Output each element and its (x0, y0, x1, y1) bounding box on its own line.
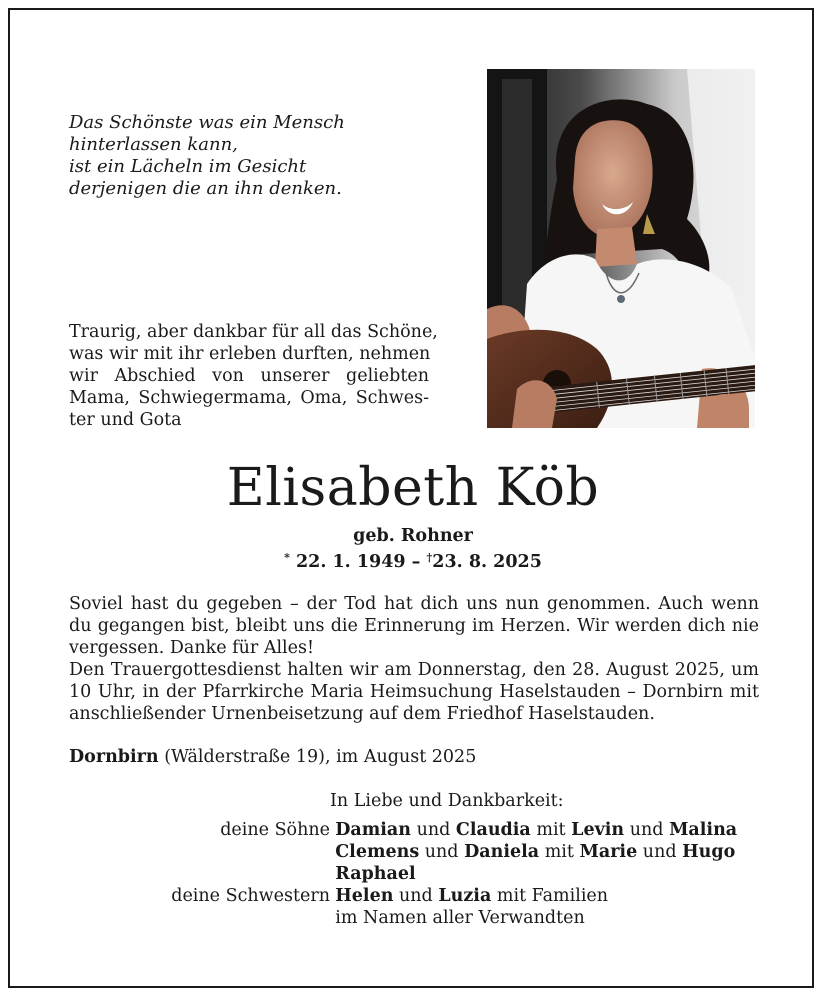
conjunction: mit (544, 842, 574, 862)
date-separator: – (411, 552, 421, 572)
intro-line: Traurig, aber dankbar für all das Schöne, (69, 322, 438, 342)
sisters-row (69, 885, 769, 907)
sons-row-3 (69, 863, 769, 885)
name-raphael: Raphael (335, 864, 416, 884)
conjunction: mit (536, 820, 566, 840)
conjunction: und (399, 886, 433, 906)
birth-symbol: * (284, 551, 290, 564)
name-damian: Damian (335, 820, 411, 840)
name-hugo: Hugo (682, 842, 736, 862)
with-families: mit Familien (496, 886, 609, 906)
memorial-quote (69, 112, 399, 200)
sons-row-1 (69, 819, 769, 841)
intro-line: was wir mit ihr erleben durften, nehmen (69, 344, 431, 364)
closing-row (69, 907, 769, 929)
signature-block (69, 790, 769, 929)
body-line: Soviel hast du gegeben – der Tod hat dich uns nun genommen. Auch wenn (69, 594, 759, 614)
name-levin: Levin (571, 820, 625, 840)
sons-label: deine Söhne (220, 820, 330, 840)
death-symbol: † (426, 551, 433, 564)
place-details: (Wälderstraße 19), im August 2025 (158, 747, 477, 767)
intro-line: ter und Gota (69, 410, 182, 430)
intro-paragraph (69, 321, 438, 431)
quote-line: ist ein Lächeln im Gesicht (69, 156, 307, 177)
body-line: anschließender Urnenbeisetzung auf dem Friedhof Haselstauden. (69, 704, 655, 724)
signature-intro-row (69, 790, 769, 812)
quote-line: hinterlassen kann, (69, 134, 238, 155)
name-marie: Marie (579, 842, 638, 862)
quote-line: derjenigen die an ihn denken. (69, 178, 342, 199)
main-text (69, 593, 759, 725)
signature-intro: In Liebe und Dankbarkeit: (330, 791, 564, 811)
portrait-photo-drawing (487, 69, 755, 428)
name-claudia: Claudia (455, 820, 531, 840)
intro-line: wir Abschied von unserer geliebten (69, 366, 429, 386)
intro-line: Mama, Schwiegermama, Oma, Schwes- (69, 388, 429, 408)
quote-line: Das Schönste was ein Mensch (69, 112, 345, 133)
death-date: 23. 8. 2025 (432, 552, 542, 572)
name-daniela: Daniela (464, 842, 540, 862)
place-and-date (69, 746, 759, 768)
conjunction: und (629, 820, 664, 840)
body-line: Den Trauergottesdienst halten wir am Donnerstag, den 28. August 2025, um (69, 660, 759, 680)
body-line: du gegangen bist, bleibt uns die Erinnerung im Herzen. Wir werden dich nie (69, 616, 759, 636)
birth-name: geb. Rohner (353, 526, 473, 546)
body-line: 10 Uhr, in der Pfarrkirche Maria Heimsuchung Haselstauden – Dornbirn mit (69, 682, 759, 702)
deceased-name: Elisabeth Köb (226, 458, 600, 518)
sons-row-2 (69, 841, 769, 863)
conjunction: und (416, 820, 451, 840)
place-city: Dornbirn (69, 747, 159, 767)
name-helen: Helen (335, 886, 394, 906)
sisters-label: deine Schwestern (171, 886, 330, 906)
name-malina: Malina (669, 820, 738, 840)
conjunction: und (642, 842, 677, 862)
conjunction: und (424, 842, 459, 862)
birth-date: 22. 1. 1949 (295, 552, 406, 572)
name-luzia: Luzia (438, 886, 492, 906)
name-clemens: Clemens (335, 842, 420, 862)
portrait-photo (487, 69, 755, 428)
body-line: vergessen. Danke für Alles! (69, 638, 315, 658)
life-dates (0, 547, 826, 573)
closing-text: im Namen aller Verwandten (335, 908, 585, 928)
